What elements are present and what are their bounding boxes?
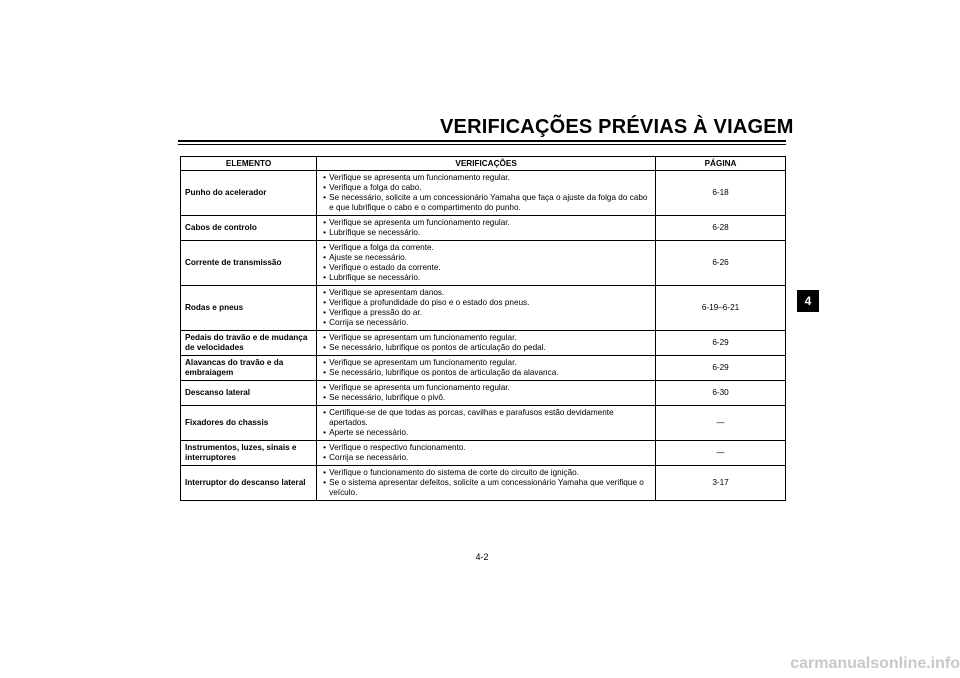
row-checks bbox=[317, 331, 656, 356]
row-checks bbox=[317, 441, 656, 466]
watermark: carmanualsonline.info bbox=[790, 655, 960, 672]
row-page: — bbox=[656, 406, 786, 441]
check-item: • Verifique o estado da corrente. bbox=[321, 263, 651, 273]
row-element: Fixadores do chassis bbox=[181, 406, 317, 441]
check-item: • Verifique se apresenta um funcionamento regular. bbox=[321, 383, 651, 393]
table-row bbox=[181, 171, 786, 216]
check-item: • Ajuste se necessário. bbox=[321, 253, 651, 263]
row-element: Pedais do travão e de mudança de velocidades bbox=[181, 331, 317, 356]
check-item: • Verifique o funcionamento do sistema de corte do circuito de ignição. bbox=[321, 468, 651, 478]
page-number: 4-2 bbox=[475, 552, 489, 562]
table-row bbox=[181, 466, 786, 501]
check-item: • Corrija se necessário. bbox=[321, 453, 651, 463]
check-item: • Verifique a folga do cabo. bbox=[321, 183, 651, 193]
title-rule bbox=[178, 140, 786, 142]
row-element: Cabos de controlo bbox=[181, 216, 317, 241]
check-item: • Lubrifique se necessário. bbox=[321, 273, 651, 283]
check-item: • Corrija se necessário. bbox=[321, 318, 651, 328]
check-item: • Verifique se apresentam um funcionamento regular. bbox=[321, 358, 651, 368]
check-item: • Se necessário, lubrifique o pivô. bbox=[321, 393, 651, 403]
checks-list bbox=[321, 218, 651, 238]
table-row bbox=[181, 356, 786, 381]
check-item: • Se o sistema apresentar defeitos, solicite a um concessionário Yamaha que verifique o veículo. bbox=[321, 478, 651, 498]
table-row bbox=[181, 241, 786, 286]
checks-list bbox=[321, 288, 651, 328]
table-header-row bbox=[181, 157, 786, 171]
row-checks bbox=[317, 356, 656, 381]
table-row bbox=[181, 216, 786, 241]
check-item: • Aperte se necessário. bbox=[321, 428, 651, 438]
row-element: Alavancas do travão e da embraiagem bbox=[181, 356, 317, 381]
row-element: Corrente de transmissão bbox=[181, 241, 317, 286]
title-rule-thin bbox=[178, 144, 786, 145]
header-page: PÁGINA bbox=[656, 157, 786, 171]
row-element: Punho do acelerador bbox=[181, 171, 317, 216]
row-checks bbox=[317, 171, 656, 216]
check-item: • Verifique se apresentam um funcionamento regular. bbox=[321, 333, 651, 343]
row-page: — bbox=[656, 441, 786, 466]
checks-list bbox=[321, 443, 651, 463]
row-checks bbox=[317, 406, 656, 441]
check-item: • Verifique a pressão do ar. bbox=[321, 308, 651, 318]
row-element: Instrumentos, luzes, sinais e interruptores bbox=[181, 441, 317, 466]
table-row bbox=[181, 331, 786, 356]
row-checks bbox=[317, 286, 656, 331]
page-title: VERIFICAÇÕES PRÉVIAS À VIAGEM bbox=[440, 116, 794, 138]
row-page: 6-29 bbox=[656, 356, 786, 381]
row-checks bbox=[317, 241, 656, 286]
checks-list bbox=[321, 383, 651, 403]
table-row bbox=[181, 441, 786, 466]
check-item: • Lubrifique se necessário. bbox=[321, 228, 651, 238]
row-page: 6-26 bbox=[656, 241, 786, 286]
check-item: • Se necessário, lubrifique os pontos de articulação da alavanca. bbox=[321, 368, 651, 378]
chapter-tab: 4 bbox=[797, 290, 819, 312]
row-checks bbox=[317, 216, 656, 241]
check-item: • Se necessário, lubrifique os pontos de articulação do pedal. bbox=[321, 343, 651, 353]
check-item: • Verifique se apresentam danos. bbox=[321, 288, 651, 298]
table-row bbox=[181, 286, 786, 331]
row-element: Interruptor do descanso lateral bbox=[181, 466, 317, 501]
row-checks bbox=[317, 466, 656, 501]
checks-list bbox=[321, 333, 651, 353]
check-item: • Verifique o respectivo funcionamento. bbox=[321, 443, 651, 453]
row-page: 6-18 bbox=[656, 171, 786, 216]
header-element: ELEMENTO bbox=[181, 157, 317, 171]
pre-operation-checklist-table bbox=[180, 156, 786, 501]
check-item: • Certifique-se de que todas as porcas, cavilhas e parafusos estão devidamente apertados. bbox=[321, 408, 651, 428]
checks-list bbox=[321, 358, 651, 378]
check-item: • Se necessário, solicite a um concessionário Yamaha que faça o ajuste da folga do cabo e que lubrifique o cabo e o compartimento do punho. bbox=[321, 193, 651, 213]
row-page: 6-29 bbox=[656, 331, 786, 356]
table-row bbox=[181, 381, 786, 406]
row-element: Rodas e pneus bbox=[181, 286, 317, 331]
check-item: • Verifique se apresenta um funcionamento regular. bbox=[321, 218, 651, 228]
header-checks: VERIFICAÇÕES bbox=[317, 157, 656, 171]
row-page: 6-19–6-21 bbox=[656, 286, 786, 331]
checks-list bbox=[321, 173, 651, 213]
row-page: 6-30 bbox=[656, 381, 786, 406]
checks-list bbox=[321, 468, 651, 498]
row-checks bbox=[317, 381, 656, 406]
check-item: • Verifique a folga da corrente. bbox=[321, 243, 651, 253]
check-item: • Verifique a profundidade do piso e o estado dos pneus. bbox=[321, 298, 651, 308]
checks-list bbox=[321, 408, 651, 438]
checks-list bbox=[321, 243, 651, 283]
table-row bbox=[181, 406, 786, 441]
row-page: 6-28 bbox=[656, 216, 786, 241]
row-page: 3-17 bbox=[656, 466, 786, 501]
check-item: • Verifique se apresenta um funcionamento regular. bbox=[321, 173, 651, 183]
table-body bbox=[181, 171, 786, 501]
row-element: Descanso lateral bbox=[181, 381, 317, 406]
